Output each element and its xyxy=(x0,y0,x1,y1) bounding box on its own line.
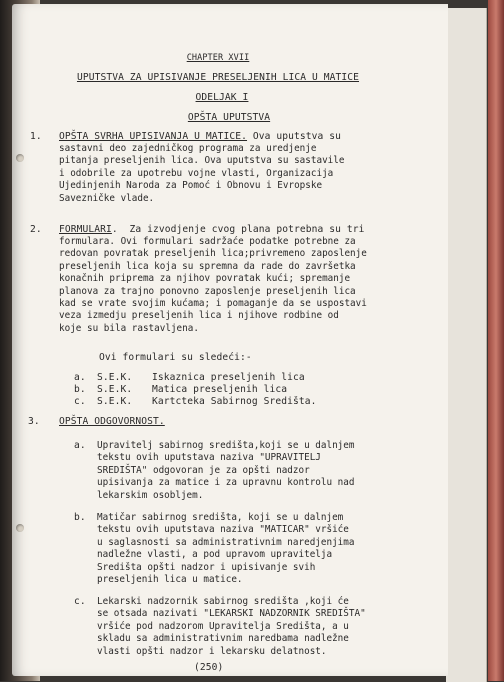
binding-hole xyxy=(16,524,24,532)
book-cover-edge xyxy=(488,0,504,681)
form-item-code: S.E.K. xyxy=(97,384,133,395)
forms-intro: Ovi formulari su sledeći:- xyxy=(99,352,252,363)
item-letter: c. xyxy=(74,596,86,607)
item-letter: b. xyxy=(74,512,86,523)
responsibility-item: Upravitelj sabirnog središta,koji se u dalnjem tekstu ovih uputstava naziva "UPRAVITELJ SREDIŠTA" odgovoran je za opšti nadzor upisivanja za matice i za upravnu kontrolu nad lekarskim osobljem. xyxy=(97,440,355,501)
subtitle: OPŠTA UPUTSTVA xyxy=(187,112,271,123)
chapter-heading: CHAPTER XVII xyxy=(186,53,250,63)
section-1-heading: OPŠTA SVRHA UPISIVANJA U MATICE. xyxy=(59,131,248,142)
form-item-letter: a. xyxy=(74,372,86,383)
responsibility-item: Matičar sabirnog središta, koji se u dalnjem tekstu ovih uputstava naziva "MATICAR" vršiće u saglasnosti sa administrativnim naredjenjima nadležne vlasti, a pod upravom upravitelja Središta opšti nadzor i upisivanje svih preseljenih lica u matice. xyxy=(97,512,355,586)
section-1-first-line-rest: Ova uputstva su xyxy=(247,131,342,142)
section-2-first-line-rest: . Za izvodjenje cvog plana potrebna su tri xyxy=(111,224,365,235)
section-2-first-line xyxy=(59,224,365,236)
section-3-number: 3. xyxy=(28,416,40,427)
page-number: (250) xyxy=(194,662,224,673)
form-item-name: Iskaznica preseljenih lica xyxy=(152,372,305,383)
form-item-letter: c. xyxy=(74,396,86,407)
section-3-heading: OPŠTA ODGOVORNOST. xyxy=(59,416,165,427)
form-item-letter: b. xyxy=(74,384,86,395)
section-2-body: formulara. Ovi formulari sadržaće podatke potrebne za redovan povratak preseljenih lica;privremeno zaposlenje preseljenih lica koja su spremna da rade do završetka konačnih priprema za njihov povratak kući; spremanje planova za trajno ponovno zaposlenje preseljenih lica kad se vrate svojim kućama; i pomaganje da se uspostavi veza izmedju preseljenih lica i njihove rodbine od koje su bila rastavljena. xyxy=(59,236,367,334)
form-item-code: S.E.K. xyxy=(97,372,133,383)
section-heading: ODELJAK I xyxy=(195,92,249,103)
form-item-code: S.E.K. xyxy=(97,396,133,407)
form-item-name: Matica preseljenih lica xyxy=(152,384,288,395)
section-2-number: 2. xyxy=(30,224,42,235)
document-page xyxy=(12,4,448,676)
form-item-name: Kartcteka Sabirnog Središta. xyxy=(152,396,317,407)
section-1-body: sastavni deo zajedničkog programa za uredjenje pitanja preseljenih lica. Ova uputstva su sastavile i odobrile za upotrebu vojne vlasti, Organizacija Ujedinjenih Naroda za Pomoć i Obnovu i Evropske Savezničke vlade. xyxy=(59,143,345,204)
main-title: UPUTSTVA ZA UPISIVANJE PRESELJENIH LICA U MATICE xyxy=(76,72,360,83)
section-2-heading: FORMULARI xyxy=(59,224,112,235)
page-stack-back xyxy=(446,14,487,682)
section-1-number: 1. xyxy=(30,131,42,142)
responsibility-item: Lekarski nadzornik sabirnog središta ,koji će se otsada nazivati "LEKARSKI NADZORNIK SREDIŠTA" vršiće pod nadzorom Upravitelja Središta, a u skladu sa administrativnim naredbama nadležne vlasti opšti nadzor i lekarsku delatnost. xyxy=(97,596,366,657)
binding-hole xyxy=(16,154,24,162)
item-letter: a. xyxy=(74,440,86,451)
section-1-first-line xyxy=(59,131,341,143)
